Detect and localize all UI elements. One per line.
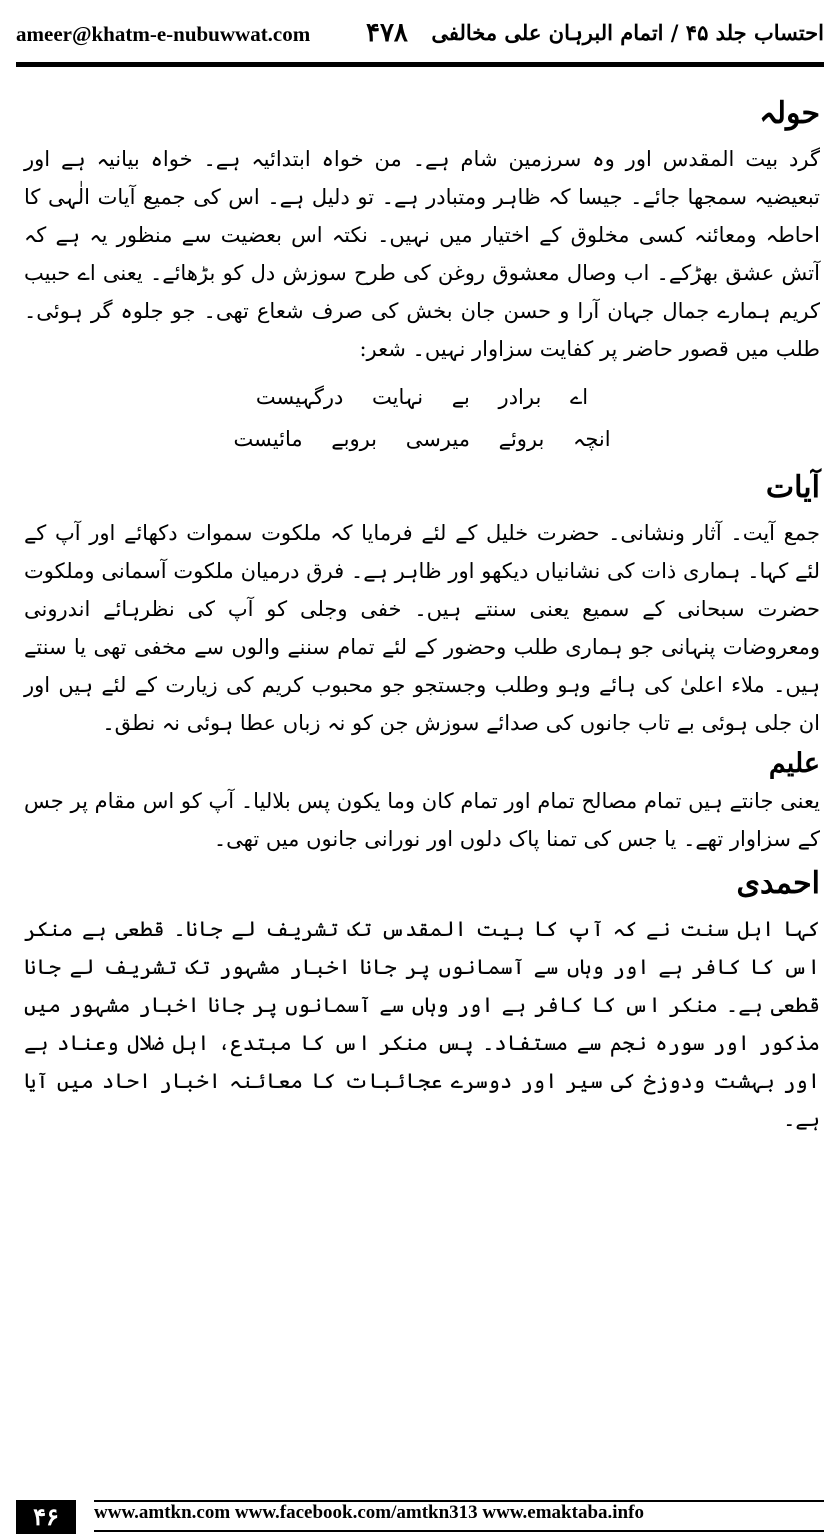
paragraph: جمع آیت۔ آثار ونشانی۔ حضرت خلیل کے لئے فرمایا کہ ملکوت سموات دکھائے اور آپ کے لئے کہا۔ ہماری ذات کی نشانیاں دیکھو اور ظاہر ہے۔ فرق درمیان ملکوت آسمانی وملکوت حضرت سبحانی کے سمیع یعنی سنتے ہیں۔ خفی وجلی کو آپ کی نظرہائے اندرونی ومعروضات پنہانی جو ہماری طلب وحضور کے لئے تمام سننے والوں سے مخفی تھی یا سنتے ہیں۔ ملاء اعلیٰ کی ہائے وہو وطلب وجستجو جو محبوب کریم کی زیارت کے لئے ہیں اور ان جلی ہوئی بے تاب جانوں کی صدائے سوزش جن کو نہ زباں عطا ہوئی نہ نطق۔ <box>24 521 820 735</box>
section-heading: آیات <box>765 470 820 505</box>
section-heading: علیم <box>768 748 820 779</box>
header-page-number: ۴۷۸ <box>366 18 408 48</box>
paragraph: یعنی جانتے ہیں تمام مصالح تمام اور تمام کان وما یکون پس بلالیا۔ آپ کو اس مقام پر جس کے سزاوار تھے۔ یا جس کی تمنا پاک دلوں اور نورانی جانوں میں تھی۔ <box>24 789 820 851</box>
section-aleem <box>24 746 820 858</box>
verse-line: انچہ بروئے میرسی بروبے مائیست <box>233 427 611 451</box>
header-email: ameer@khatm-e-nubuwwat.com <box>16 22 311 46</box>
section-heading: حولہ <box>759 96 820 131</box>
paragraph: گرد بیت المقدس اور وہ سرزمین شام ہے۔ من خواہ ابتدائیہ ہے۔ خواہ بیانیہ ہے اور تبعیضیہ سمجھا جائے۔ جیسا کہ ظاہر ومتبادر ہے۔ تو دلیل ہے۔ اس کی جمیع آیات الٰہی کا احاطہ ومعائنہ کسی مخلوق کے اختیار میں نہیں۔ نکتہ اس بعضیت سے منظور یہ ہے کہ آتش عشق بھڑکے۔ اب وصال معشوق روغن کی طرح سوزش دل کو بڑھائے۔ یعنی اے حبیب کریم ہمارے جمال جہان آرا و حسن جان بخش کی صرف شعاع تھی۔ جو جلوہ گر ہوئی۔ طلب میں قصور حاضر پر کفایت سزاوار نہیں۔ شعر: <box>24 147 820 361</box>
footer-page-number: ۴۶ <box>16 1500 76 1534</box>
section-heading: احمدی <box>736 866 820 901</box>
footer-urls: www.amtkn.com www.facebook.com/amtkn313 www.emaktaba.info <box>94 1502 644 1523</box>
page-content <box>24 92 820 1142</box>
verse-line: اے برادر بے نہایت درگہیست <box>255 385 589 409</box>
paragraph: کہا اہل سنت نے کہ آپ کا بیت المقدس تک تشریف لے جانا۔ قطعی ہے منکر اس کا کافر ہے اور وہاں سے آسمانوں پر جانا اخبار مشہور تک تشریف لے جانا قطعی ہے۔ منکر اس کا کافر ہے اور وہاں سے آسمانوں پر جانا اخبار مشہور میں مذکور اور سورہ نجم سے مستفاد۔ پس منکر اس کا مبتدع، اہل ضلال وعناد ہے اور بہشت ودوزخ کی سیر اور دوسرے عجائبات کا معائنہ اخبار احاد میں آیا ہے۔ <box>24 917 820 1131</box>
header-rule <box>16 62 824 67</box>
header-title: احتساب جلد ۴۵ / اتمام البرہان علی مخالفی <box>431 20 824 45</box>
page-footer <box>16 1500 824 1534</box>
page-header <box>16 18 824 54</box>
verse <box>24 376 820 460</box>
section-ahmadi <box>24 862 820 1138</box>
section-ayat <box>24 466 820 742</box>
footer-rule-bottom <box>94 1530 824 1532</box>
section-haulah <box>24 92 820 460</box>
